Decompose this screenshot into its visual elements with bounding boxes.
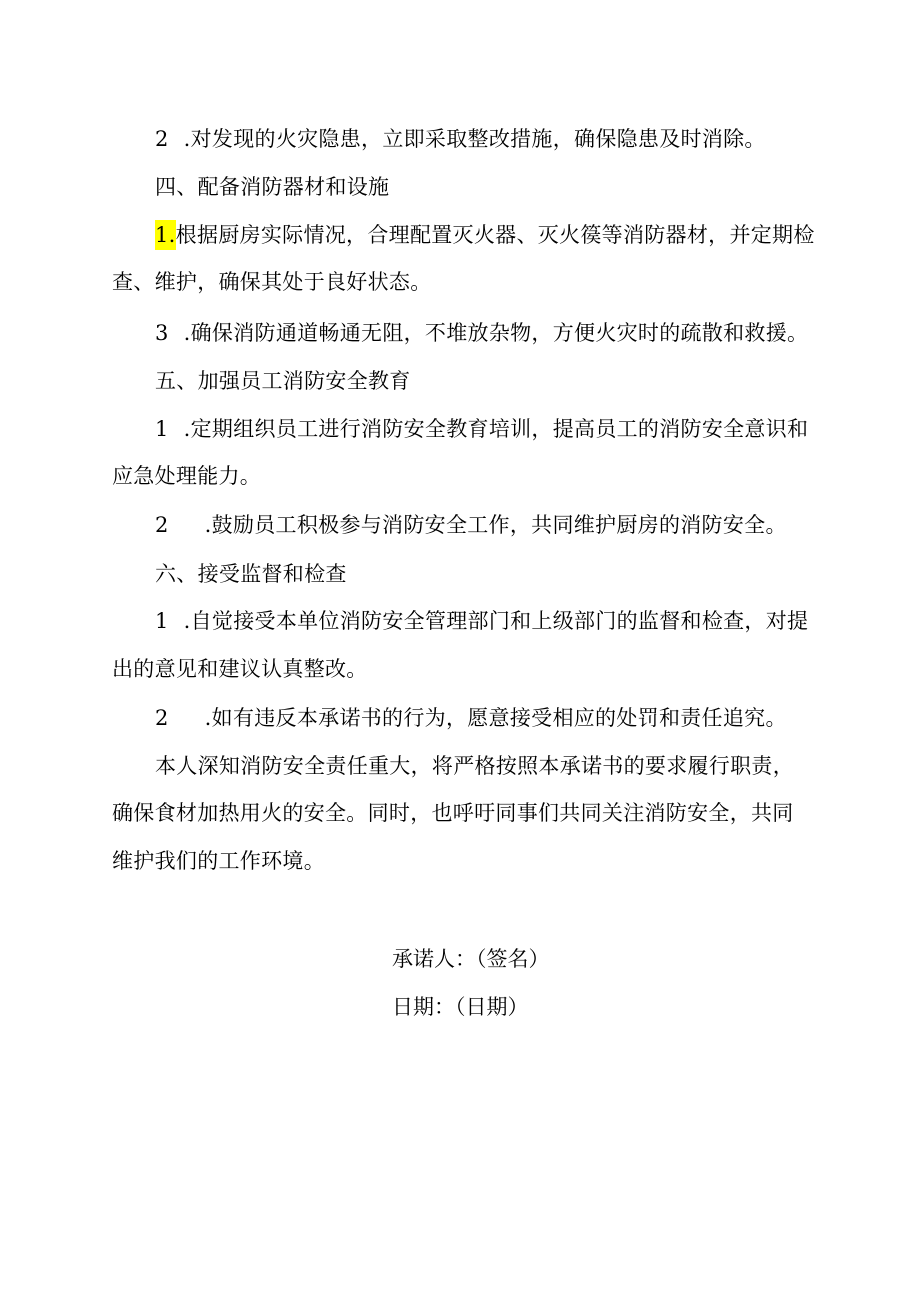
item-1-supervision [155,606,855,636]
section-heading-5 [155,366,855,396]
item-1-training-continued [112,461,812,491]
closing-paragraph-line-1 [155,751,855,781]
closing-paragraph-line-3 [112,846,812,876]
date-line [392,992,529,1022]
section-heading-6 [155,559,855,589]
heading-text: 六、接受监督和检查 [155,562,347,586]
item-1-equipment-continued [112,267,812,297]
item-text: 查、维护，确保其处于良好状态。 [112,270,432,294]
item-number: 3 [155,321,169,345]
paragraph-text: 确保食材加热用火的安全。同时，也呼吁同事们共同关注消防安全，共同 [112,801,794,825]
item-text: .对发现的火灾隐患，立即采取整改措施，确保隐患及时消除。 [183,127,766,151]
promiser-label: 承诺人： [392,947,476,971]
item-text: .自觉接受本单位消防安全管理部门和上级部门的监督和检查，对提 [183,609,809,633]
item-1-training [155,414,855,444]
item-2-fire-hazard [155,124,855,154]
date-value: （日期） [455,995,529,1019]
item-2-violation [155,703,855,733]
item-text: .鼓励员工积极参与消防安全工作，共同维护厨房的消防安全。 [204,513,787,537]
item-number: 1 [155,417,169,441]
item-number: 2 [155,706,169,730]
item-text: 应急处理能力。 [112,464,262,488]
promiser-signature [392,944,550,974]
item-number: 2 [155,127,169,151]
section-heading-4 [155,172,855,202]
promiser-value: （签名） [476,947,550,971]
closing-paragraph-line-2 [112,798,812,828]
item-1-equipment [155,220,855,250]
item-2-participation [155,510,855,540]
item-text: 根据厨房实际情况，合理配置灭火器、灭火篌等消防器材，并定期检 [175,223,815,247]
item-text: .确保消防通道畅通无阻，不堆放杂物，方便火灾时的疏散和救援。 [183,321,809,345]
paragraph-text: 维护我们的工作环境。 [112,849,325,873]
item-text: 出的意见和建议认真整改。 [112,657,368,681]
item-1-supervision-continued [112,654,812,684]
heading-text: 四、配备消防器材和设施 [155,175,390,199]
date-label: 日期： [392,995,455,1019]
item-number: 2 [155,513,169,537]
item-text: .定期组织员工进行消防安全教育培训，提高员工的消防安全意识和 [183,417,809,441]
item-number: 1 [155,609,169,633]
item-3-passage [155,318,855,348]
paragraph-text: 本人深知消防安全责任重大，将严格按照本承诺书的要求履行职责， [155,754,794,778]
highlighted-item-number: 1. [155,220,176,250]
heading-text: 五、加强员工消防安全教育 [155,369,411,393]
item-text: .如有违反本承诺书的行为，愿意接受相应的处罚和责任追究。 [204,706,787,730]
